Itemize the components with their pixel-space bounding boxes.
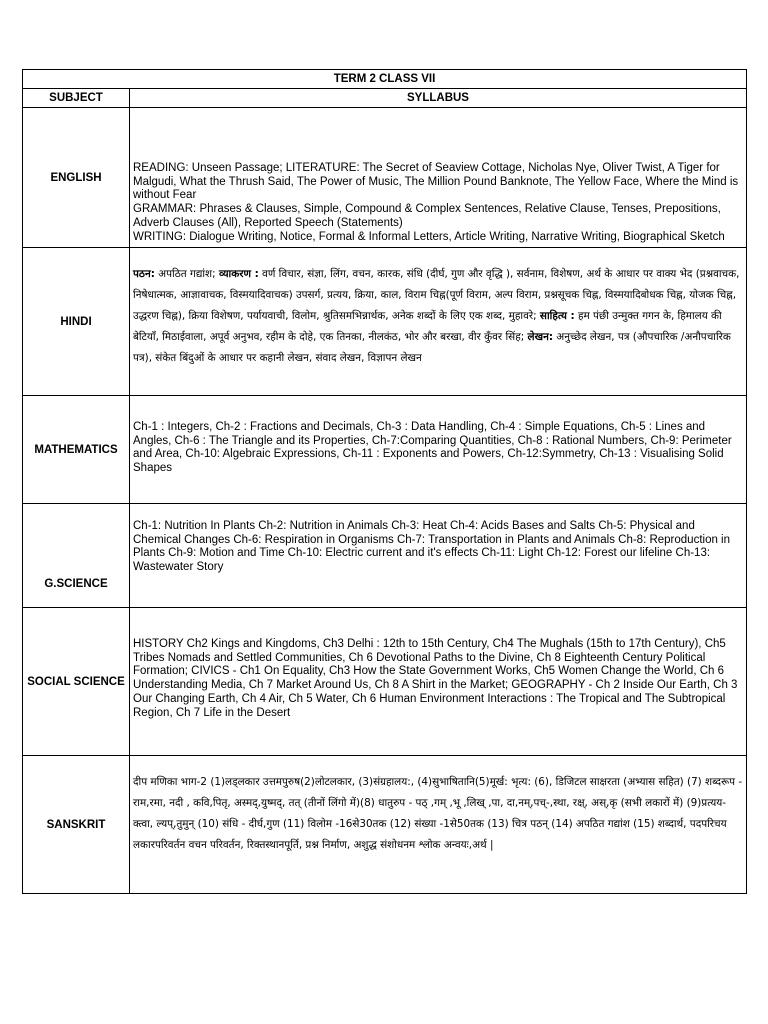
table-row — [23, 504, 747, 608]
subject-column-header: SUBJECT — [23, 89, 130, 108]
table-row — [23, 756, 747, 894]
syllabus-english: READING: Unseen Passage; LITERATURE: The Secret of Seaview Cottage, Nicholas Nye, Oliver Twist, A Tiger for Malgudi, What the Thrush Said, The Power of Music, The Million Pound Banknote, The Yellow Face, Where the Mind is without Fear GRAMMAR: Phrases & Clauses, Simple, Compound & Complex Sentences, Relative Clause, Tenses, Prepositions, Adverb Clauses (All), Reported Speech (Statements) WRITING: Dialogue Writing, Notice, Formal & Informal Letters, Article Writing, Narrative Writing, Biographical Sketch — [130, 108, 747, 248]
hindi-heading-reading: पठन: — [133, 268, 155, 280]
subject-sanskrit: SANSKRIT — [23, 756, 130, 894]
hindi-text: हम पंछी उन्मुक्त गगन के, हिमालय की बेटियाँ, मिठाईवाला, अपूर्व अनुभव, रहीम के दोहे, एक तिनका, नीलकंठ, भोर और बरखा, वीर कुँवर सिंह; — [133, 310, 722, 343]
title-row — [23, 70, 747, 89]
table-row — [23, 248, 747, 396]
syllabus-sanskrit: दीप मणिका भाग-2 (1)लड्लकार उत्तमपुरुष(2)लोटलकार, (3)संग्रहालय:, (4)सुभाषितानि(5)मूर्ख: भृत्य: (6), डिजिटल साक्षरता (अभ्यास सहित) (7) शब्दरूप - राम,रमा, नदी , कवि,पितृ, अस्मद्,युष्मद्, तत् (तीनों लिंगो में)(8) धातुरुप - पठ् ,गम् ,भू ,लिख् ,पा, दा,नम्,पच्-,स्था, रक्ष्, अस्,कृ (सभी लकारों में) (9)प्रत्यय- क्त्वा, ल्यप्,तुमुन् (10) संधि - दीर्घ,गुण (11) विलोम -16से30तक (12) संख्या -1से50तक (13) चित्र पठन् (14) अपठित गद्यांश (15) शब्दार्थ, पदपरिचय लकारपरिवर्तन वचन परिवर्तन, रिक्तस्थानपूर्ति, प्रश्न निर्माण, अशुद्ध संशोधनम श्लोक अन्वयः,अर्थ | — [130, 756, 747, 894]
table-title: TERM 2 CLASS VII — [23, 70, 747, 89]
syllabus-social-science: HISTORY Ch2 Kings and Kingdoms, Ch3 Delhi : 12th to 15th Century, Ch4 The Mughals (15th to 17th Century), Ch5 Tribes Nomads and Settled Communities, Ch 6 Devotional Paths to the Divine, Ch 8 Eighteenth Century Political Formation; CIVICS - Ch1 On Equality, Ch3 How the State Government Works, Ch5 Women Change the World, Ch 6 Understanding Media, Ch 7 Market Around Us, Ch 8 A Shirt in the Market; GEOGRAPHY - Ch 2 Inside Our Earth, Ch 3 Our Changing Earth, Ch 4 Air, Ch 5 Water, Ch 6 Human Environment Interactions : The Tropical and The Subtropical Region, Ch 7 Life in the Desert — [130, 608, 747, 756]
syllabus-column-header: SYLLABUS — [130, 89, 747, 108]
hindi-heading-writing: लेखन: — [527, 331, 553, 343]
table-row — [23, 108, 747, 248]
header-row — [23, 89, 747, 108]
hindi-text: अनुच्छेद लेखन, पत्र (औपचारिक /अनौपचारिक पत्र), संकेत बिंदुओं के आधार पर कहानी लेखन, संवाद लेखन, विज्ञापन लेखन — [133, 331, 731, 364]
subject-mathematics: MATHEMATICS — [23, 396, 130, 504]
hindi-text: वर्ण विचार, संज्ञा, लिंग, वचन, कारक, संधि (दीर्घ, गुण और वृद्धि ), सर्वनाम, विशेषण, अर्थ के आधार पर वाक्य भेद (प्रश्नवाचक, निषेधात्मक, आज्ञावाचक, विस्मयादिवाचक) उपसर्ग, प्रत्यय, क्रिया, काल, विराम चिह्न(पूर्ण विराम, अल्प विराम, प्रश्नसूचक चिह्न, विस्मयादिबोधक चिह्न, योजक चिह्न, उद्धरण चिह्न), क्रिया विशेषण, पर्यायवाची, विलोम, श्रुतिसमभिन्नार्थक, अनेक शब्दों के लिए एक शब्द, मुहावरे; — [133, 268, 740, 322]
subject-social-science: SOCIAL SCIENCE — [23, 608, 130, 756]
subject-science: G.SCIENCE — [23, 504, 130, 608]
table-row — [23, 608, 747, 756]
hindi-heading-literature: साहित्य : — [539, 310, 575, 322]
hindi-text: अपठित गद्यांश; — [154, 268, 219, 280]
syllabus-table — [22, 69, 747, 894]
syllabus-hindi — [130, 248, 747, 396]
subject-english: ENGLISH — [23, 108, 130, 248]
syllabus-mathematics: Ch-1 : Integers, Ch-2 : Fractions and Decimals, Ch-3 : Data Handling, Ch-4 : Simple Equations, Ch-5 : Lines and Angles, Ch-6 : The Triangle and its Properties, Ch-7:Comparing Quantities, Ch-8 : Rational Numbers, Ch-9: Perimeter and Area, Ch-10: Algebraic Expressions, Ch-11 : Exponents and Powers, Ch-12:Symmetry, Ch-13 : Visualising Solid Shapes — [130, 396, 747, 504]
hindi-heading-grammar: व्याकरण : — [218, 268, 259, 280]
subject-hindi: HINDI — [23, 248, 130, 396]
syllabus-science: Ch-1: Nutrition In Plants Ch-2: Nutrition in Animals Ch-3: Heat Ch-4: Acids Bases and Salts Ch-5: Physical and Chemical Changes Ch-6: Respiration in Organisms Ch-7: Transportation in Plants and Animals Ch-8: Reproduction in Plants Ch-9: Motion and Time Ch-10: Electric current and it's effects Ch-11: Light Ch-12: Forest our lifeline Ch-13: Wastewater Story — [130, 504, 747, 608]
table-row — [23, 396, 747, 504]
